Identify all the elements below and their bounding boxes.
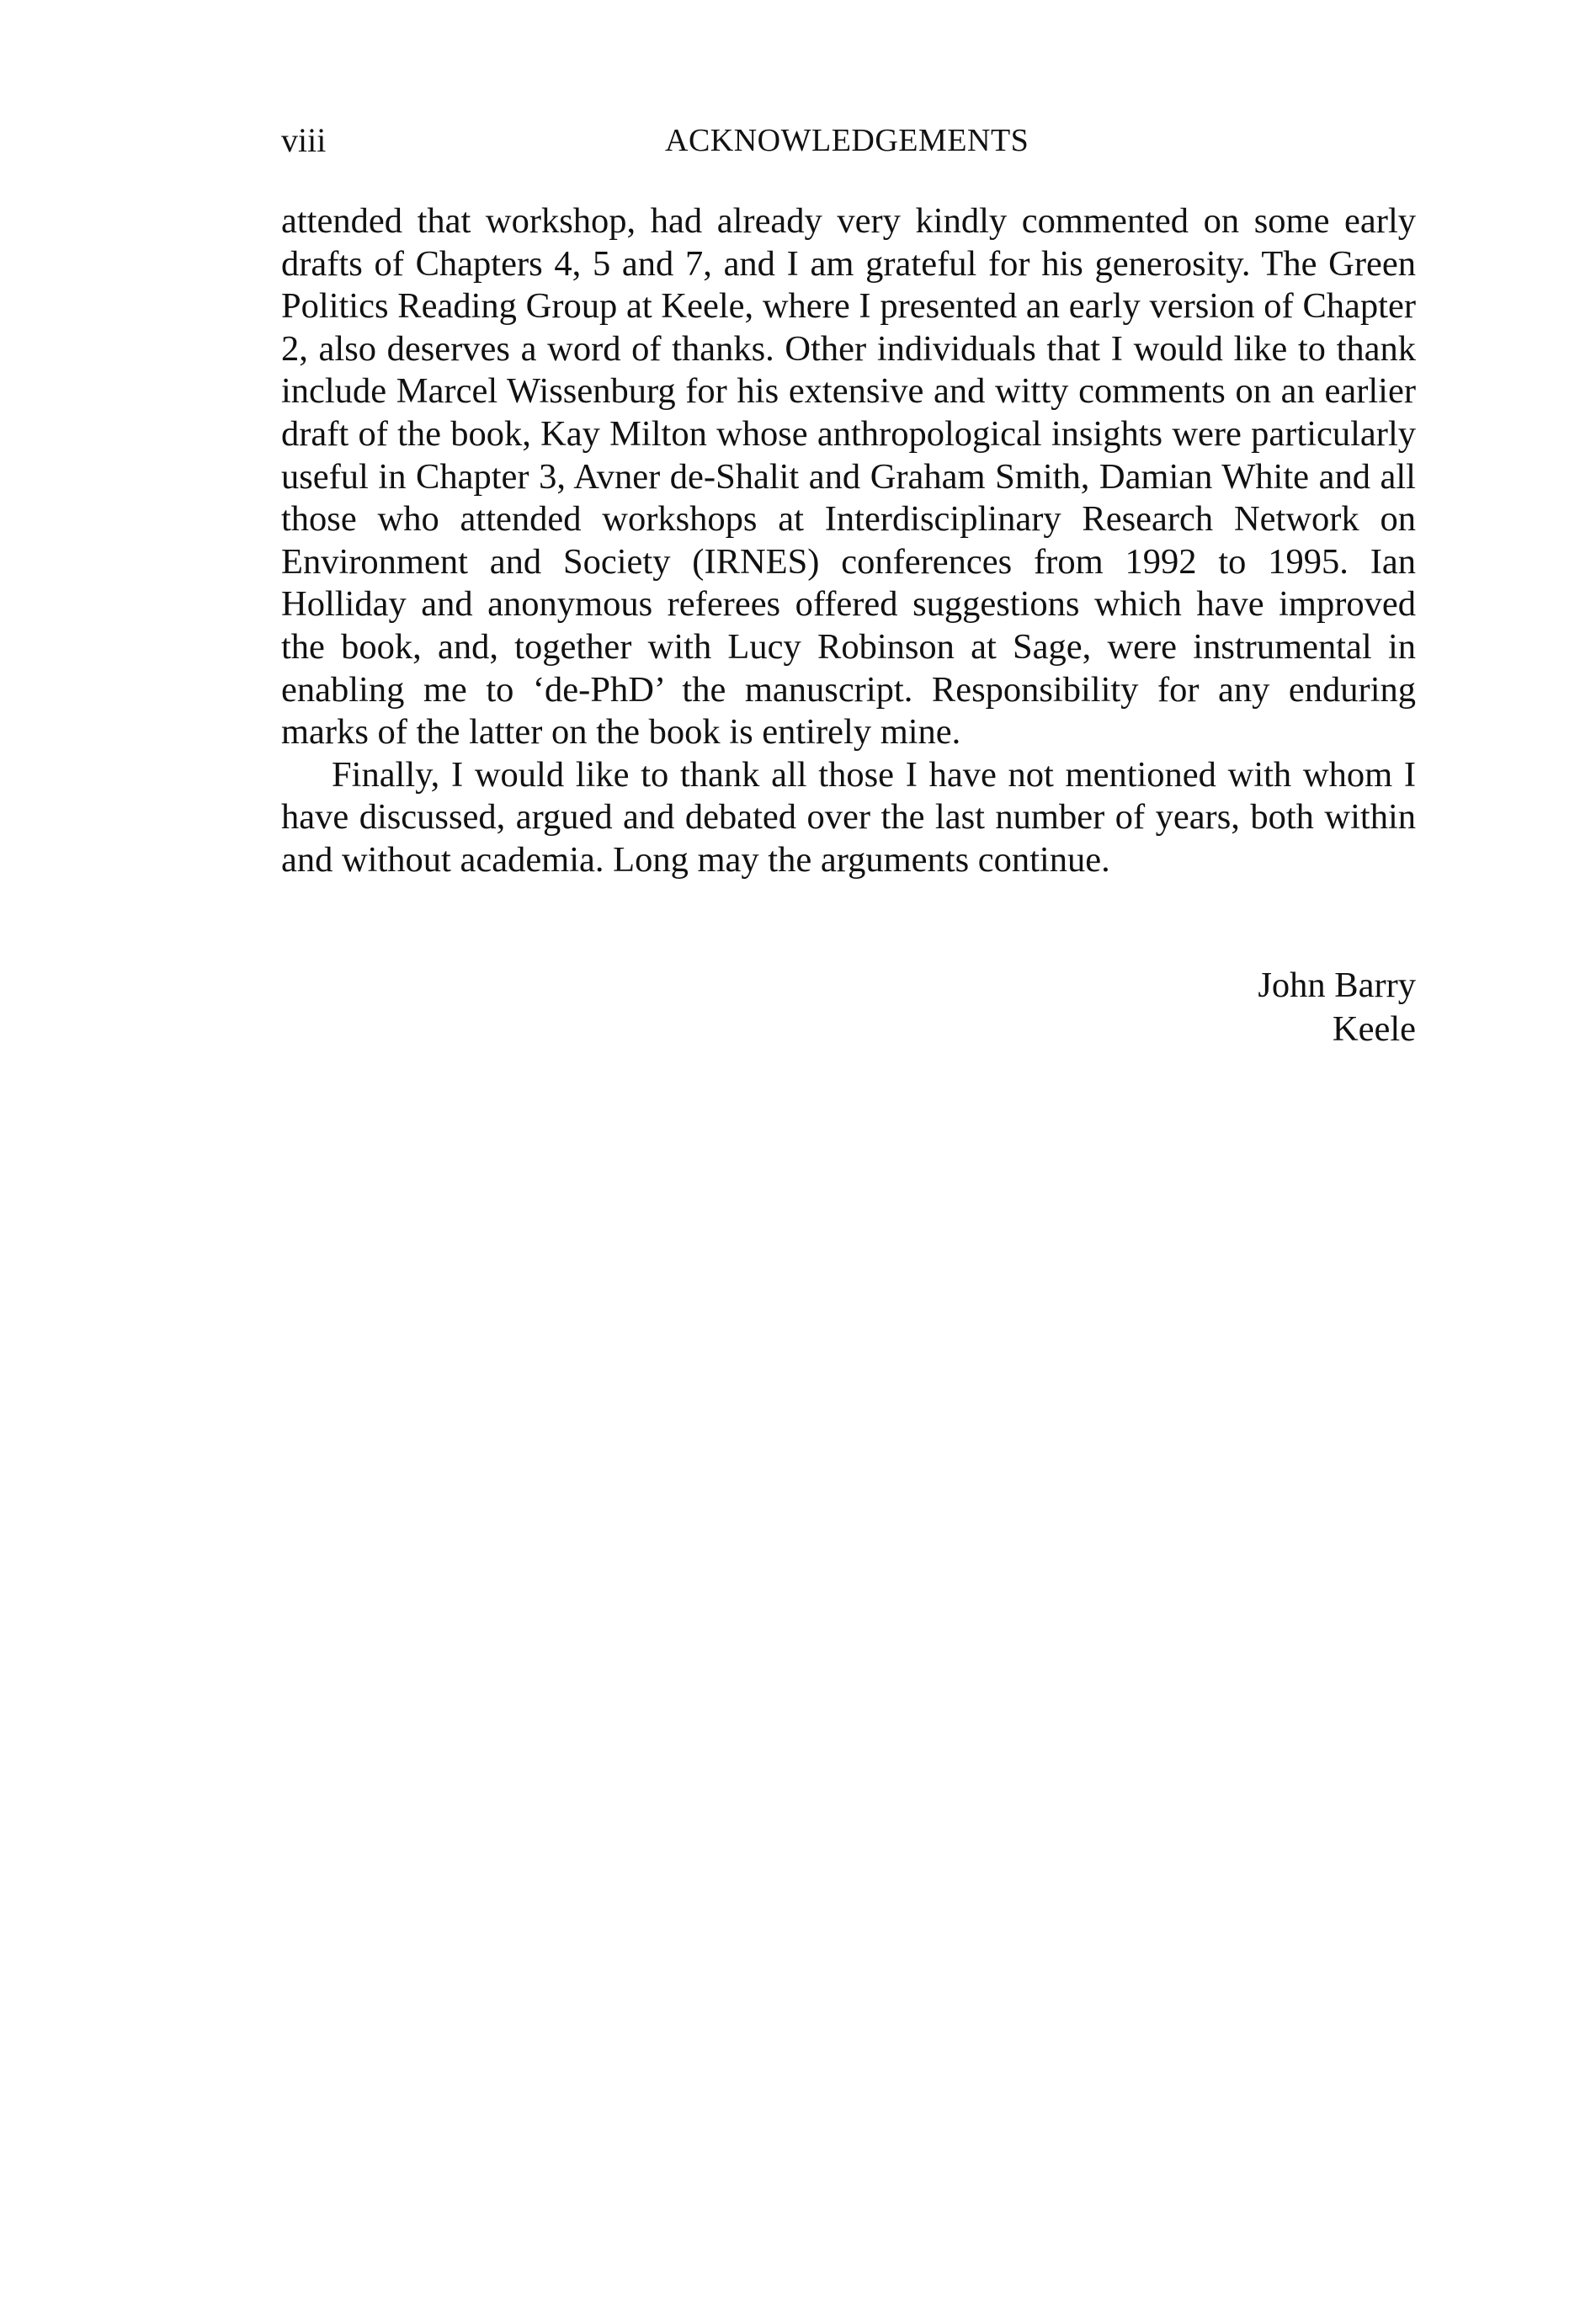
- running-head-title: ACKNOWLEDGEMENTS: [665, 123, 1029, 158]
- body-paragraph-2: Finally, I would like to thank all those I have not mentioned with whom I have discussed, argued and debated over the last number of years, both within and without academia. Long may the arguments continue.: [281, 754, 1416, 880]
- running-head: [281, 120, 1416, 162]
- author-name: John Barry: [1258, 965, 1416, 1005]
- body-paragraph-1: attended that workshop, had already very kindly commented on some early drafts of Chapters 4, 5 and 7, and I am grateful for his generosity. The Green Politics Reading Group at Keele, where I presented an early version of Chapter 2, also deserves a word of thanks. Other individuals that I would like to thank include Marcel Wissenburg for his extensive and witty comments on an earlier draft of the book, Kay Milton whose anthropological insights were particularly useful in Chapter 3, Avner de-Shalit and Graham Smith, Damian White and all those who attended workshops at Interdisciplinary Research Network on Environment and Society (IRNES) conferences from 1992 to 1995. Ian Holliday and anonymous referees offered suggestions which have improved the book, and, together with Lucy Robinson at Sage, were instrumental in enabling me to ‘de-PhD’ the manuscript. Responsibility for any enduring marks of the latter on the book is entirely mine.: [281, 201, 1416, 753]
- author-place: Keele: [1332, 1009, 1416, 1049]
- acknowledgements-text: [281, 200, 1416, 882]
- signature-block: [1258, 964, 1416, 1051]
- page-number: viii: [281, 121, 327, 159]
